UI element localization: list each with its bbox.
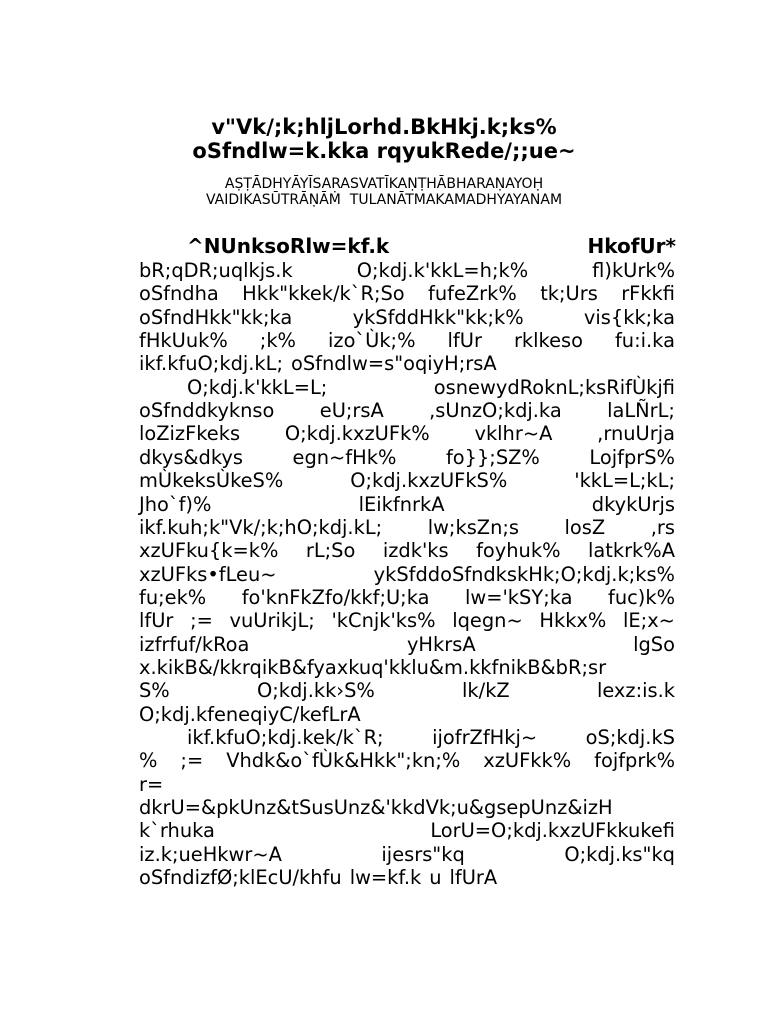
body-word: fo'knFkZfo/kkf;U;ka [241,585,430,609]
body-word: O;kdj.k'kkL=h;k% [356,259,529,282]
body-word: fo}};SZ% [445,445,540,469]
body-line [139,400,675,422]
body-word: ,sUnzO;kdj.ka [429,399,562,423]
body-word: osnewydRoknL;ksRifÙkjfi [433,375,675,399]
body-word: Vhdk&o`fÙk&Hkk";kn;% [226,749,461,773]
body-word: lw=kf.k [349,866,422,890]
body-word: latkrk%A [587,539,675,563]
body-word: lgSo [633,632,675,656]
body-word: LojfprS% [589,445,675,469]
subtitle-line-2: VAIDIKASŪTRĀṆĀṀ TULANĀTMAKAMADHYAYANAM [205,192,563,208]
body-word: bR;qDR;uqlkjs.k [139,259,293,282]
body-word: rFkkfi [621,282,675,306]
body-line [139,680,675,702]
body-line [139,423,675,445]
body-line [139,797,675,819]
body-word: O;kdj.k'kkL=L; [187,375,328,399]
body-line [139,587,675,609]
body-word: Hkkx% [539,609,607,633]
title-line-1: v"Vk/;k;hljLorhd.BkHkj.k;ks% [211,115,557,139]
body-word: fu;ek% [139,585,207,609]
body-word: k`rhuka [139,819,215,843]
body-word: O;kdj.kfeneqiyC/kefLrA [139,702,361,726]
body-word: xzUFks•fLeu~ [139,562,277,586]
body-line [139,330,675,352]
body-word: ,rs [650,515,675,539]
body-word: oSfndizfØ;klEcU/khfu [139,866,342,890]
body-word: ,rnuUrja [597,422,675,446]
body-word: 'kCnjk'ks% [331,609,436,633]
body-line [139,657,675,679]
body-word: tk;Urs [540,282,598,306]
body-word: foyhuk% [476,539,561,563]
body-word: lexz:is.k [596,679,675,703]
body-word: u [429,866,442,890]
body-word: rklkeso [513,329,583,353]
body-word: lE;x~ [623,609,675,633]
body-word: ;k% [259,329,296,353]
body-word: ikf.kuh;k"Vk/;k;hO;kdj.kL; [139,515,383,539]
body-word: lfUr [139,609,174,633]
title-line-2: oSfndlw=k.kka rqyukRede/;;ue~ [192,139,576,163]
body-word: yHkrsA [406,632,476,656]
body-line [139,283,675,305]
section-heading-left: ^NUnksoRlw=kf.k [187,234,390,258]
body-line [139,774,675,796]
body-word: ijofrZfHkj~ [432,726,538,749]
body-line [139,634,675,656]
body-line [139,844,675,866]
body-word: iz.k;ueHkwr~A [139,842,282,866]
body-word: 'kkL=L;kL; [574,469,675,493]
section-heading-right: HkofUr* [587,234,676,258]
body-word: O;kdj.kxzUFk% [284,422,430,446]
body-word: ;= [190,609,213,633]
body-word: r= [139,772,164,796]
body-word: dkys&dkys [139,445,243,469]
body-word: O;kdj.ks"kq [564,842,675,866]
body-line [139,820,675,842]
subtitle-line-1: AṢṬĀDHYĀYĪSARASVATĪKAṆṬHĀBHARAṆAYOḤ [224,176,544,192]
body-word: izfrfuf/kRoa [139,632,250,656]
body-word: fuc)k% [608,585,675,609]
body-line [139,610,675,632]
body-line [139,307,675,329]
body-line [139,704,675,726]
body-word: xzUFku{k=k% [139,539,279,563]
body-word: ;= [180,749,204,773]
body-line [139,353,675,375]
body-word: lw;ksZn;s [427,515,520,539]
body-word: fufeZrk% [428,282,517,306]
body-word: % [139,749,158,773]
body-word: Jho`f)% [139,492,212,516]
body-word: vuUrikjL; [229,609,315,633]
body-word: xzUFkk% [483,749,572,773]
body-word: lqegn~ [452,609,523,633]
body-word: Hkk"kkek/k`R;So [242,282,405,306]
body-line [139,517,675,539]
body-word: fHkUuk% [139,329,228,353]
body-word: x.kikB&/kkrqikB&fyaxkuq'kklu&m.kkfnikB&bR;sr [139,655,607,679]
body-word: ykSfddHkk"kk;k% [352,305,524,329]
body-word: egn~fHk% [292,445,397,469]
body-word: O;kdj.kxzUFkS% [350,469,508,493]
body-word: dkykUrjs [591,492,675,516]
body-line [139,470,675,492]
body-word: izo`Ùk;% [328,329,416,353]
body-line [139,564,675,586]
body-word: ikf.kfuO;kdj.kL; [139,352,283,376]
body-word: fu:i.ka [614,329,675,353]
body-word: S% [139,679,170,703]
body-word: lfUr [447,329,482,353]
body-word: loZizFkeks [139,422,241,446]
body-line [139,494,675,516]
body-word: rL;So [305,539,356,563]
body-word: lEikfnrkA [358,492,445,516]
body-word: eU;rsA [319,399,384,423]
body-line [139,750,675,772]
body-word: LorU=O;kdj.kxzUFkkukefi [430,819,675,843]
body-word: vis{kk;ka [583,305,675,329]
body-line [139,867,675,889]
body-word: lw='kSY;ka [464,585,573,609]
body-word: mÙkeksÙkeS% [139,469,284,493]
body-word: izdk'ks [382,539,449,563]
body-word: ikf.kfuO;kdj.kek/k`R; [187,726,384,749]
body-word: oSfndHkk"kk;ka [139,305,293,329]
body-line [187,377,675,399]
body-line [139,447,675,469]
body-word: oSfnddkyknso [139,399,275,423]
body-word: oSfndlw=s"oqiyH;rsA [291,352,497,376]
body-word: dkrU=&pkUnz&tSusUnz&'kkdVk;u&gsepUnz&izH [139,796,613,820]
body-line [187,727,675,749]
body-word: lk/kZ [462,679,510,703]
body-word: laLÑrL; [607,399,675,423]
body-word: ykSfddoSfndkskHk;O;kdj.k;ks% [373,562,675,586]
body-word: losZ [564,515,606,539]
body-word: fojfprk% [594,749,675,773]
body-word: fl)kUrk% [592,259,675,282]
body-line [139,260,675,282]
section-heading [187,234,676,258]
body-word: oSfndha [139,282,219,306]
body-word: oS;kdj.kS [585,726,675,749]
body-word: ijesrs"kq [381,842,465,866]
body-word: vklhr~A [474,422,553,446]
body-word: lfUrA [449,866,498,890]
body-line [139,540,675,562]
body-word: O;kdj.kk›S% [256,679,375,703]
